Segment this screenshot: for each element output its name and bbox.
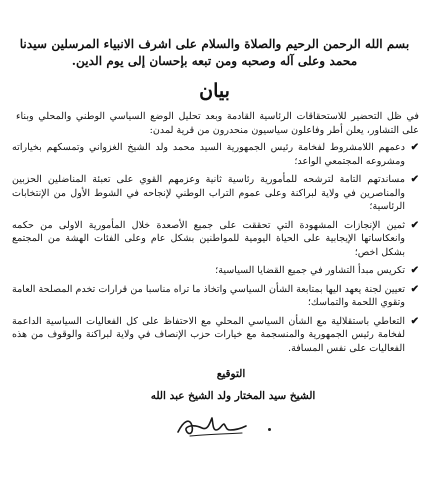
signature-label: التوقيع bbox=[216, 368, 246, 380]
list-item-text: تعيين لجنة يعهد اليها بمتابعة الشأن السياسي واتخاذ ما تراه مناسبا من قرارات تخدم المصلحة العامة وتقوي اللحمة والتماسك؛ bbox=[12, 283, 405, 308]
list-item-text: تكريس مبدأ التشاور في جميع القضايا السياسية؛ bbox=[215, 265, 405, 276]
list-item bbox=[12, 141, 419, 168]
checkmark-icon: ✔ bbox=[410, 265, 419, 276]
handwritten-signature bbox=[150, 408, 270, 442]
signature-dot bbox=[268, 428, 271, 431]
document-title: بيان bbox=[199, 80, 230, 102]
checkmark-icon: ✔ bbox=[410, 283, 419, 295]
checkmark-icon: ✔ bbox=[410, 315, 419, 327]
basmala-header: بسم الله الرحمن الرحيم والصلاة والسلام على اشرف الانبياء المرسلين سيدنا محمد وعلى آله وصحبه ومن تبعه بإحسان إلى يوم الدين. bbox=[19, 37, 410, 68]
list-item-text: ثمين الإنجازات المشهودة التي تحققت على جميع الأصعدة خلال المأمورية الاولى من حكمه وانعكاساتها الإيجابية على الحياة اليومية للمواطنين بشكل عام وعلى الفئات الهشة من المجتمع بشكل اخص؛ bbox=[12, 219, 405, 258]
list-item-text: مساندتهم التامة لترشحه للمأمورية رئاسية ثانية وعزمهم القوي على تعبئة المناضلين الحزبين والمناصرين في ولاية لبراكنة وعلى عموم التراب الوطني لإنجاحه في الشوط الأول من الإنتخابات الرئاسية؛ bbox=[12, 174, 405, 212]
list-item-text: دعمهم اللامشروط لفخامة رئيس الجمهورية السيد محمد ولد الشيخ الغزواني وتمسكهم بخياراته ومشروعه المجتمعي الواعد؛ bbox=[12, 142, 405, 167]
declaration-list bbox=[12, 141, 419, 360]
list-item bbox=[12, 219, 419, 260]
list-item bbox=[12, 173, 419, 214]
list-item bbox=[12, 283, 419, 310]
list-item bbox=[12, 315, 419, 356]
list-item bbox=[12, 264, 419, 278]
checkmark-icon: ✔ bbox=[410, 142, 419, 153]
intro-paragraph: في ظل التحضير للاستحقاقات الرئاسية القادمة وبعد تحليل الوضع السياسي الوطني والمحلي وبناء على التشاور، يعلن أطر وفاعلون سياسيون منحدرون من قرية لمدن: bbox=[16, 111, 419, 136]
list-item-text: التعاطي باستقلالية مع الشأن السياسي المحلي مع الاحتفاظ على كل الفعاليات السياسية الداعمة لفخامة رئيس الجمهورية والمنسجمة مع خيارات حزب الإنصاف في ولاية لبراكنة والوقوف من هذه الفعاليات على نفس المسافة. bbox=[12, 315, 405, 354]
checkmark-icon: ✔ bbox=[410, 219, 419, 231]
checkmark-icon: ✔ bbox=[410, 174, 419, 185]
signatory-name: الشيخ سيد المختار ولد الشيخ عبد الله bbox=[150, 390, 316, 402]
